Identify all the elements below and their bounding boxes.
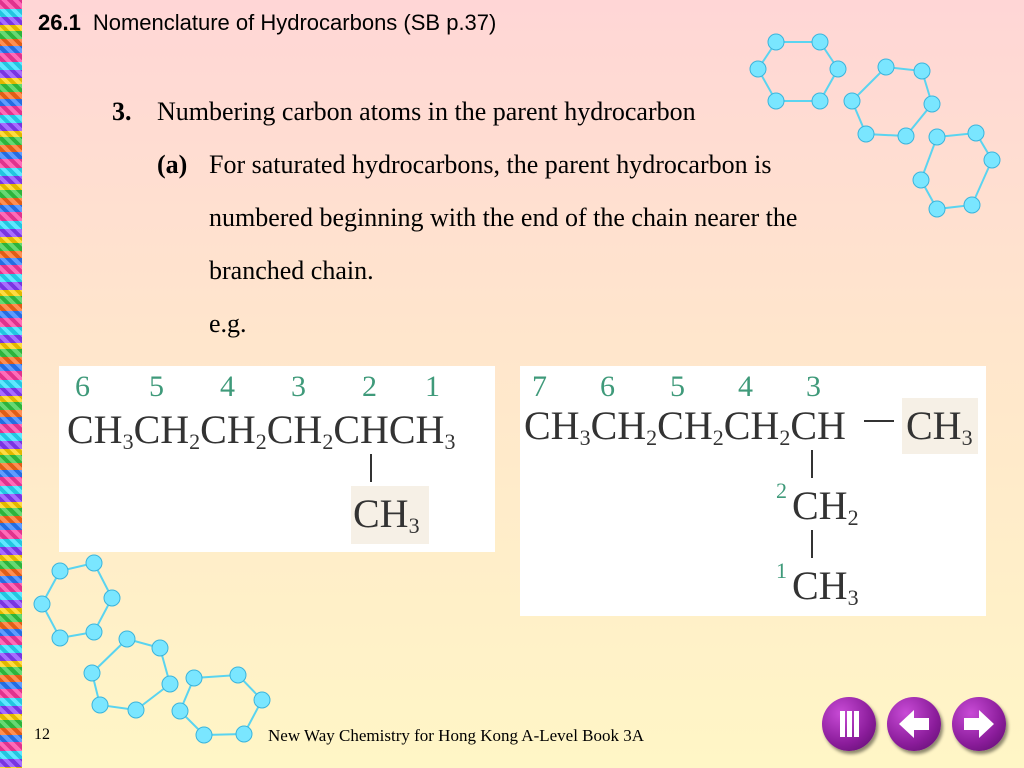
carbon-number: 6 <box>600 370 615 403</box>
page-number: 12 <box>34 726 50 743</box>
carbon-number: 5 <box>149 370 164 403</box>
carbon-number: 4 <box>220 370 235 403</box>
eg-text: e.g. <box>209 309 247 338</box>
main-chain-formula: $CH_3CH_2CH_2CH_2CHCH_3$ <box>67 407 456 454</box>
section-number: 26.1 <box>38 10 81 35</box>
end-methyl-formula: $CH_3$ <box>906 403 973 450</box>
carbon-number: 4 <box>738 370 753 403</box>
sub-line-1: For saturated hydrocarbons, the parent hydrocarbon is <box>209 150 772 179</box>
example-2-panel <box>520 366 986 616</box>
carbon-number: 2 <box>776 478 787 503</box>
carbon-number: 2 <box>362 370 377 403</box>
carbon-number: 5 <box>670 370 685 403</box>
back-button[interactable] <box>887 697 941 751</box>
bond-line <box>864 420 894 422</box>
sub-label: (a) <box>157 150 188 179</box>
branch-ch2-formula: $CH_2$ <box>792 483 859 530</box>
main-chain-formula: $CH_3CH_2CH_2CH_2CH$ <box>524 403 846 450</box>
carbon-number: 3 <box>291 370 306 403</box>
carbon-number: 1 <box>776 558 787 583</box>
arrow-left-icon <box>887 697 941 751</box>
book-title: New Way Chemistry for Hong Kong A-Level Book 3A <box>268 726 645 745</box>
branch-formula: $CH_3$ <box>353 491 420 538</box>
arrow-right-icon <box>952 697 1006 751</box>
carbon-number: 1 <box>425 370 440 403</box>
point-text: Numbering carbon atoms in the parent hydrocarbon <box>157 97 696 126</box>
point-number: 3. <box>112 97 132 126</box>
bond-line <box>370 454 372 482</box>
sub-line-2: numbered beginning with the end of the chain nearer the <box>209 203 798 232</box>
sub-line-3: branched chain. <box>209 256 374 285</box>
carbon-number: 6 <box>75 370 90 403</box>
bond-line <box>811 450 813 478</box>
carbon-number: 7 <box>532 370 547 403</box>
carbon-number: 3 <box>806 370 821 403</box>
example-1-panel <box>59 366 495 552</box>
slide-title: Nomenclature of Hydrocarbons (SB p.37) <box>92 10 497 35</box>
menu-button[interactable] <box>822 697 876 751</box>
branch-ch3-formula: $CH_3$ <box>792 563 859 610</box>
menu-bars-icon <box>822 697 876 751</box>
bond-line <box>811 530 813 558</box>
slide-header <box>38 10 496 36</box>
forward-button[interactable] <box>952 697 1006 751</box>
